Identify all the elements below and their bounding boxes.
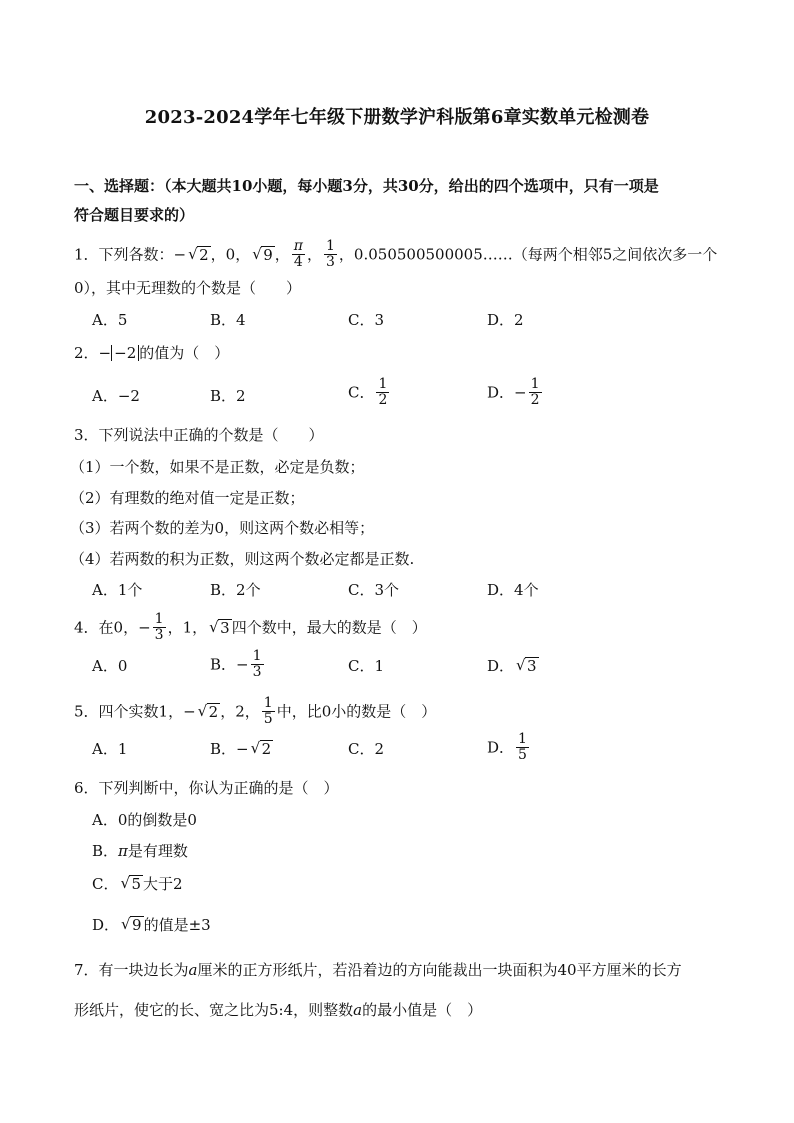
q3-option-b[interactable]: B．2个: [210, 581, 261, 599]
frac-1-over-2: $\frac{1}{2}$: [378, 376, 388, 408]
frac-1-over-5: $\frac{1}{5}$: [263, 695, 273, 727]
sqrt-5: √ 5: [120, 874, 143, 894]
q3-option-d[interactable]: D．4个: [487, 581, 539, 599]
q4-mid: ，1，: [167, 618, 208, 637]
sqrt-2: √ 2: [188, 245, 211, 265]
q3-statement-1: （1）一个数，如果不是正数，必定是负数；: [70, 458, 365, 476]
q4-option-c[interactable]: C．1: [348, 657, 385, 675]
q5-option-d[interactable]: D． $\frac{1}{5}$: [487, 731, 527, 763]
q1-sep3: ，: [306, 245, 322, 264]
question-1-line2: 0），其中无理数的个数是（ ）: [74, 279, 302, 297]
q1-option-c[interactable]: C．3: [348, 311, 385, 329]
question-5-stem: 5．四个实数1，−√ 2 ，2， $\frac{1}{5}$ 中，比0小的数是（ ）: [74, 697, 436, 728]
q5-tail: 中，比0小的数是（ ）: [276, 702, 437, 721]
question-1-stem: [74, 240, 717, 271]
q6-option-d[interactable]: D．√ 9 的值是±3: [92, 915, 211, 935]
minus-sign: −: [173, 245, 187, 264]
frac-1-over-3: $\frac{1}{3}$: [252, 648, 262, 680]
q1-sep2: ，: [274, 245, 290, 264]
q1-option-d[interactable]: D．2: [487, 311, 524, 329]
q4-option-d[interactable]: D．√ 3: [487, 656, 539, 676]
sqrt-3: √ 3: [209, 618, 232, 638]
q3-option-a[interactable]: A．1个: [92, 581, 143, 599]
q4-prefix: 4．在0，: [74, 618, 139, 637]
page-title: 2023-2024学年七年级下册数学沪科版第6章实数单元检测卷: [144, 107, 650, 128]
pi-symbol: π: [118, 842, 128, 860]
q2-tail: 的值为（ ）: [139, 344, 230, 362]
sqrt-2: √ 2: [251, 739, 274, 759]
q5-option-c[interactable]: C．2: [348, 740, 385, 758]
frac-1-over-2: $\frac{1}{2}$: [530, 376, 540, 408]
q2-option-b[interactable]: B．2: [210, 387, 246, 405]
frac-1-over-3: $\frac{1}{3}$: [326, 238, 335, 270]
q5-option-a[interactable]: A．1: [92, 740, 128, 758]
q1-tail: ，0.050500500005……（每两个相邻5之间依次多一个: [338, 245, 718, 264]
q1-prefix: 1．下列各数：: [74, 245, 174, 264]
variable-a: a: [188, 961, 198, 979]
question-6-stem: 6．下列判断中，你认为正确的是（ ）: [74, 779, 339, 797]
question-4-stem: 4．在0，− $\frac{1}{3}$ ，1，√ 3 四个数中，最大的数是（ ）: [74, 613, 427, 644]
q2-prefix: 2．: [74, 344, 99, 362]
section-heading-line2: 符合题目要求的）: [74, 206, 195, 224]
sqrt-9: √ 9: [252, 245, 275, 265]
q5-prefix: 5．四个实数1，: [74, 702, 184, 721]
q2-option-c[interactable]: C． $\frac{1}{2}$: [348, 376, 388, 408]
sqrt-2: √ 2: [198, 702, 221, 722]
sqrt-9: √ 9: [121, 915, 144, 935]
q3-statement-4: （4）若两数的积为正数，则这两个数必定都是正数.: [70, 550, 415, 568]
q2-option-d[interactable]: D．− $\frac{1}{2}$: [487, 376, 540, 408]
frac-1-over-5: $\frac{1}{5}$: [518, 731, 527, 763]
minus-sign: −: [98, 344, 112, 362]
frac-1-over-3: $\frac{1}{3}$: [154, 611, 164, 643]
q1-sep1: ，0，: [210, 245, 251, 264]
q4-option-a[interactable]: A．0: [92, 657, 128, 675]
q4-tail: 四个数中，最大的数是（ ）: [231, 618, 427, 637]
q5-option-b[interactable]: B．−√ 2: [210, 739, 273, 759]
abs-neg-2: −2: [111, 345, 139, 361]
question-3-stem: 3．下列说法中正确的个数是（ ）: [74, 426, 324, 444]
q6-option-a[interactable]: A．0的倒数是0: [92, 811, 197, 829]
q6-option-b[interactable]: B．π是有理数: [92, 842, 188, 860]
q5-mid: ，2，: [220, 702, 260, 721]
question-7-line2: 形纸片，使它的长、宽之比为5:4，则整数a的最小值是（ ）: [74, 1001, 483, 1019]
q2-option-a[interactable]: A．−2: [92, 387, 140, 405]
q4-option-b[interactable]: B．− $\frac{1}{3}$: [210, 648, 262, 680]
q1-option-a[interactable]: A．5: [92, 311, 128, 329]
q6-option-c[interactable]: C．√ 5 大于2: [92, 874, 183, 894]
variable-a: a: [353, 1001, 363, 1019]
section-heading-line1: 一、选择题：（本大题共10小题，每小题3分，共30分，给出的四个选项中，只有一项是: [74, 177, 659, 195]
question-7-stem: 7．有一块边长为a厘米的正方形纸片，若沿着边的方向能裁出一块面积为40平方厘米的长方: [74, 961, 682, 979]
frac-pi-over-4: $\frac{\pi}{4}$: [293, 238, 303, 270]
question-2-stem: [74, 343, 229, 363]
q1-option-b[interactable]: B．4: [210, 311, 246, 329]
q3-statement-3: （3）若两个数的差为0，则这两个数必相等；: [70, 519, 375, 537]
q3-option-c[interactable]: C．3个: [348, 581, 400, 599]
q3-statement-2: （2）有理数的绝对值一定是正数；: [70, 489, 305, 507]
sqrt-3: √ 3: [516, 656, 539, 676]
